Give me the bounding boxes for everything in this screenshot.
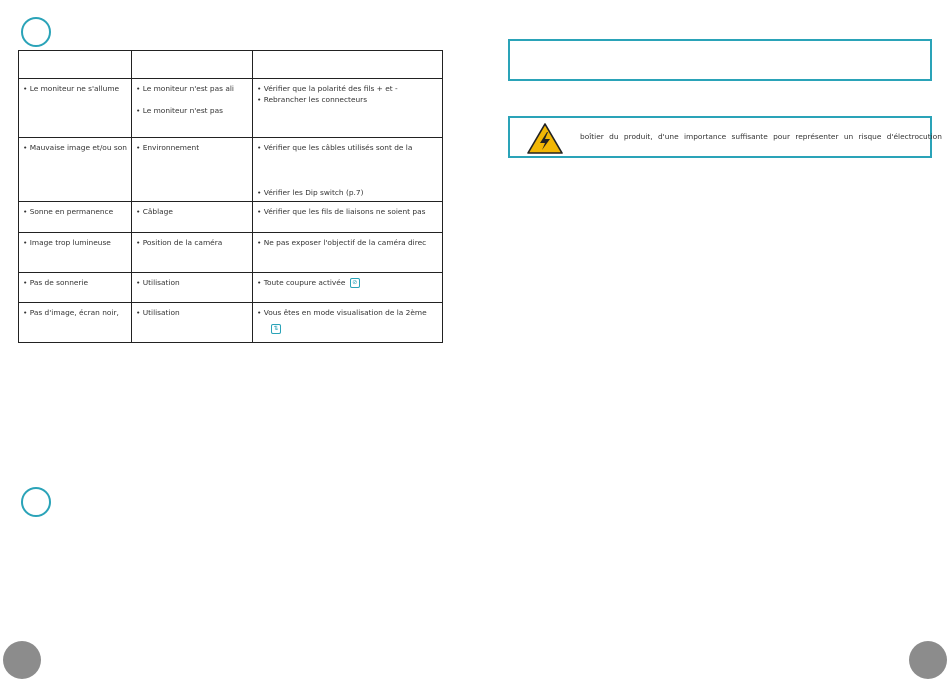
table-row [19,303,443,343]
solution-cell [253,202,443,233]
warning-box [508,116,942,158]
cause-cell [132,202,253,233]
symptom-cell [19,273,132,303]
cause-text: • Utilisation [136,308,180,317]
cause-cell [132,138,253,202]
warning-text: boîtier du produit, d'une importance suffisante pour représenter un risque d'électrocution [580,132,942,141]
solution-text: • Vérifier que les fils de liaisons ne soient pas [257,207,426,216]
table-row [19,79,443,138]
symptom-text: • Sonne en permanence [23,207,114,216]
solution-cell [253,273,443,303]
solution-cell [253,79,443,138]
page-number-marker-left [3,641,41,679]
section-circle-marker-top [21,17,51,47]
note-box [508,39,932,81]
camera-switch-icon: ⇅ [271,324,281,334]
solution-text: • Toute coupure activée [257,278,346,287]
symptom-cell [19,303,132,343]
electric-warning-icon [526,122,564,155]
cause-cell [132,273,253,303]
cause-text: • Le moniteur n'est pas ali [136,84,234,93]
solution-cell [253,233,443,273]
section-circle-marker-bottom [21,487,51,517]
solution-text: • Vérifier que la polarité des fils + et - [257,84,398,93]
table-row [19,202,443,233]
solution-cell [253,303,443,343]
solution-text: • Vérifier que les câbles utilisés sont de la [257,143,413,152]
symptom-cell [19,233,132,273]
header-cell-cause [132,51,253,79]
cause-text: • Position de la caméra [136,238,223,247]
solution-cell [253,138,443,202]
symptom-cell [19,79,132,138]
troubleshooting-table [18,50,443,343]
symptom-text: • Image trop lumineuse [23,238,111,247]
symptom-cell [19,202,132,233]
page-number-marker-right [909,641,947,679]
solution-text: • Ne pas exposer l'objectif de la caméra direc [257,238,427,247]
header-cell-solution [253,51,443,79]
symptom-text: • Pas d'image, écran noir, [23,308,119,317]
symptom-text: • Pas de sonnerie [23,278,89,287]
cause-cell [132,303,253,343]
solution-text: • Vérifier les Dip switch (p.7) [257,188,364,197]
cause-cell [132,233,253,273]
cause-text: • Le moniteur n'est pas [136,106,223,115]
solution-text: • Vous êtes en mode visualisation de la 2ème [257,308,427,317]
table-header-row [19,51,443,79]
table-row [19,233,443,273]
symptom-text: • Mauvaise image et/ou son [23,143,127,152]
table-row [19,273,443,303]
header-cell-symptom [19,51,132,79]
bell-off-icon: ⊘ [350,278,360,288]
cause-text: • Utilisation [136,278,180,287]
table-row [19,138,443,202]
cause-text: • Environnement [136,143,200,152]
cause-text: • Câblage [136,207,173,216]
symptom-cell [19,138,132,202]
cause-cell [132,79,253,138]
symptom-text: • Le moniteur ne s'allume [23,84,120,93]
solution-text: • Rebrancher les connecteurs [257,95,368,104]
